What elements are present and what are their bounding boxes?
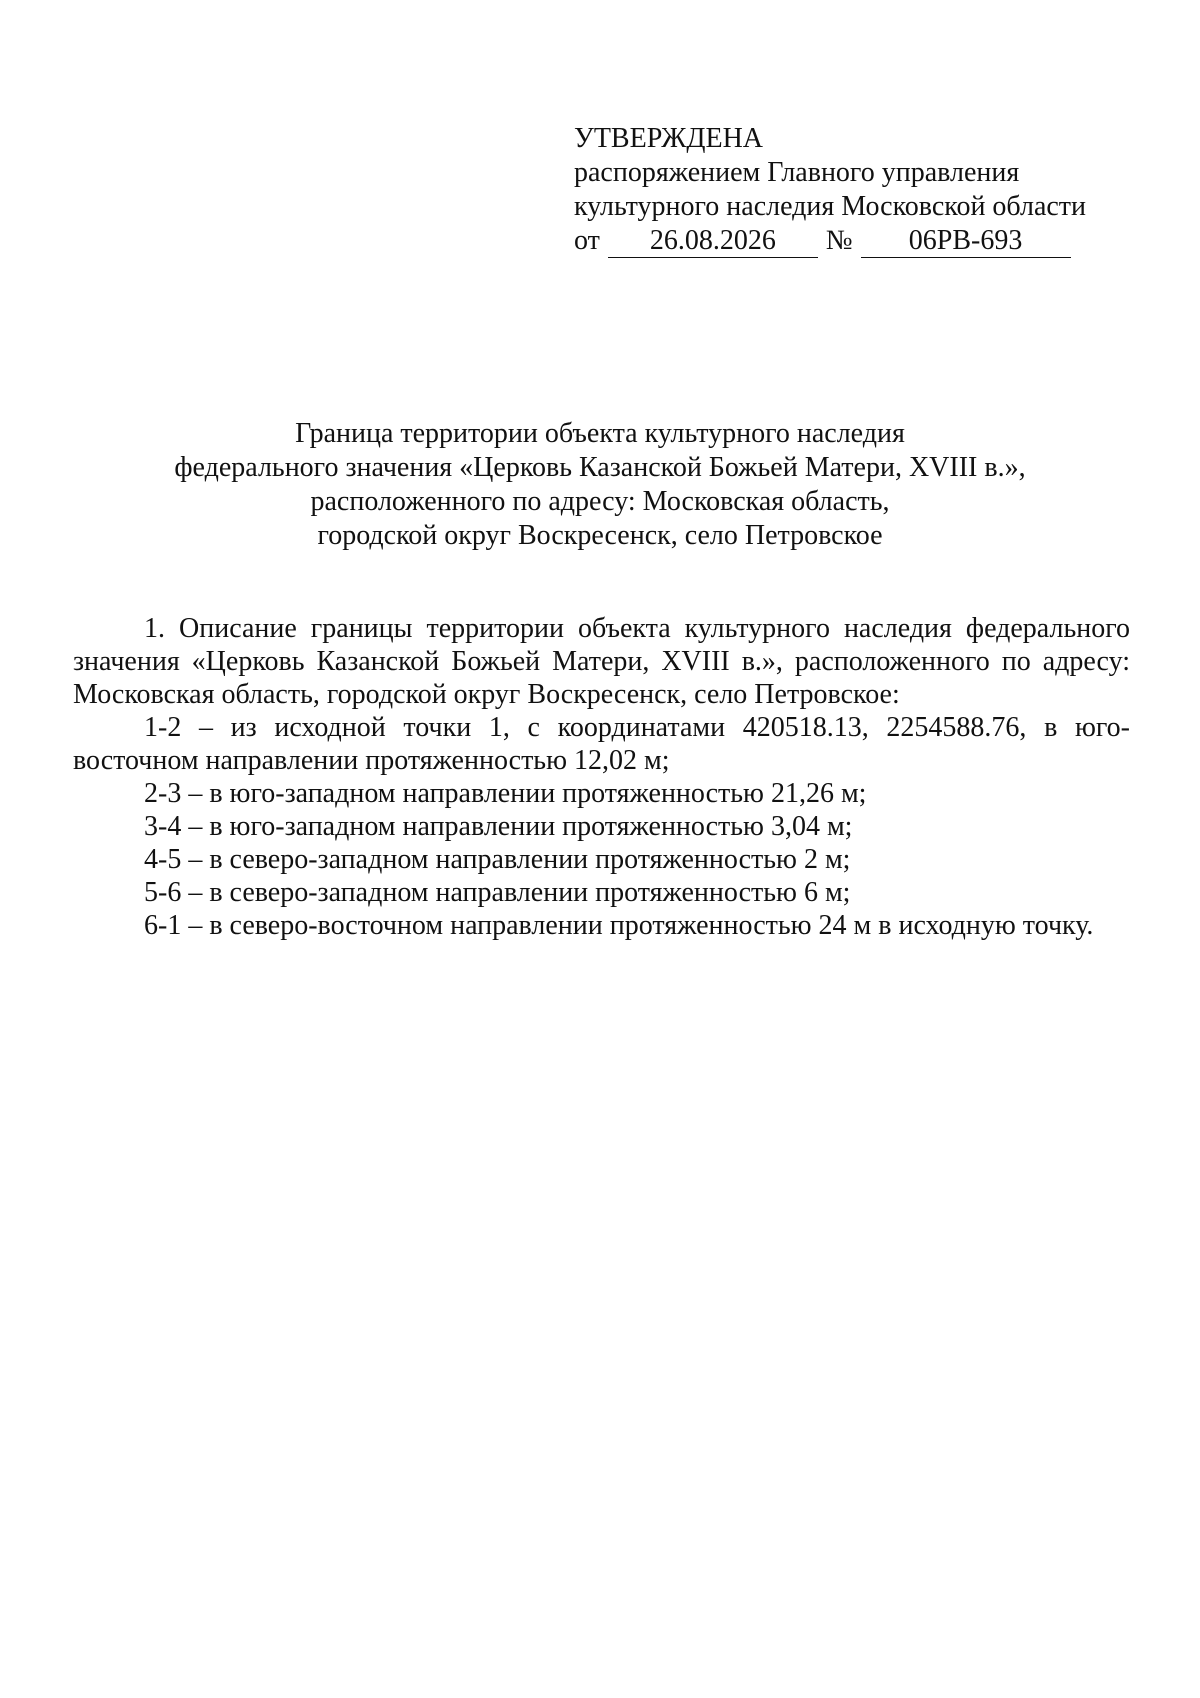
title-line-1: Граница территории объекта культурного наследия: [295, 418, 905, 449]
document-title: [80, 417, 1120, 553]
approval-stamp: [574, 122, 1134, 258]
title-line-2: федерального значения «Церковь Казанской Божьей Матери, XVIII в.»,: [174, 452, 1026, 483]
segment-2-3: 2-3 – в юго-западном направлении протяженностью 21,26 м;: [144, 778, 867, 809]
segment-6-1: 6-1 – в северо-восточном направлении протяженностью 24 м в исходную точку.: [144, 910, 1094, 941]
approval-line-1: распоряжением Главного управления: [574, 157, 1020, 188]
segment-5-6: 5-6 – в северо-западном направлении протяженностью 6 м;: [144, 877, 851, 908]
title-line-4: городской округ Воскресенск, село Петровское: [317, 520, 883, 551]
approval-heading: УТВЕРЖДЕНА: [574, 123, 764, 154]
title-line-3: расположенного по адресу: Московская область,: [310, 486, 890, 517]
approval-date-number-line: [574, 224, 1134, 258]
intro-paragraph: 1. Описание границы территории объекта культурного наследия федерального значения «Церковь Казанской Божьей Матери, XVIII в.», расположенного по адресу: Московская область, городской округ Воскресенск, село Петровское:: [73, 613, 1130, 710]
from-label: от: [574, 225, 600, 256]
segment-1-2: 1-2 – из исходной точки 1, с координатами 420518.13, 2254588.76, в юго-восточном направлении протяженностью 12,02 м;: [73, 712, 1130, 776]
document-body: [73, 612, 1130, 942]
segment-4-5: 4-5 – в северо-западном направлении протяженностью 2 м;: [144, 844, 851, 875]
approval-line-2: культурного наследия Московской области: [574, 191, 1087, 222]
number-label: №: [825, 225, 853, 256]
segment-3-4: 3-4 – в юго-западном направлении протяженностью 3,04 м;: [144, 811, 853, 842]
approval-date: 26.08.2026: [608, 227, 818, 258]
approval-number: 06РВ-693: [861, 227, 1071, 258]
